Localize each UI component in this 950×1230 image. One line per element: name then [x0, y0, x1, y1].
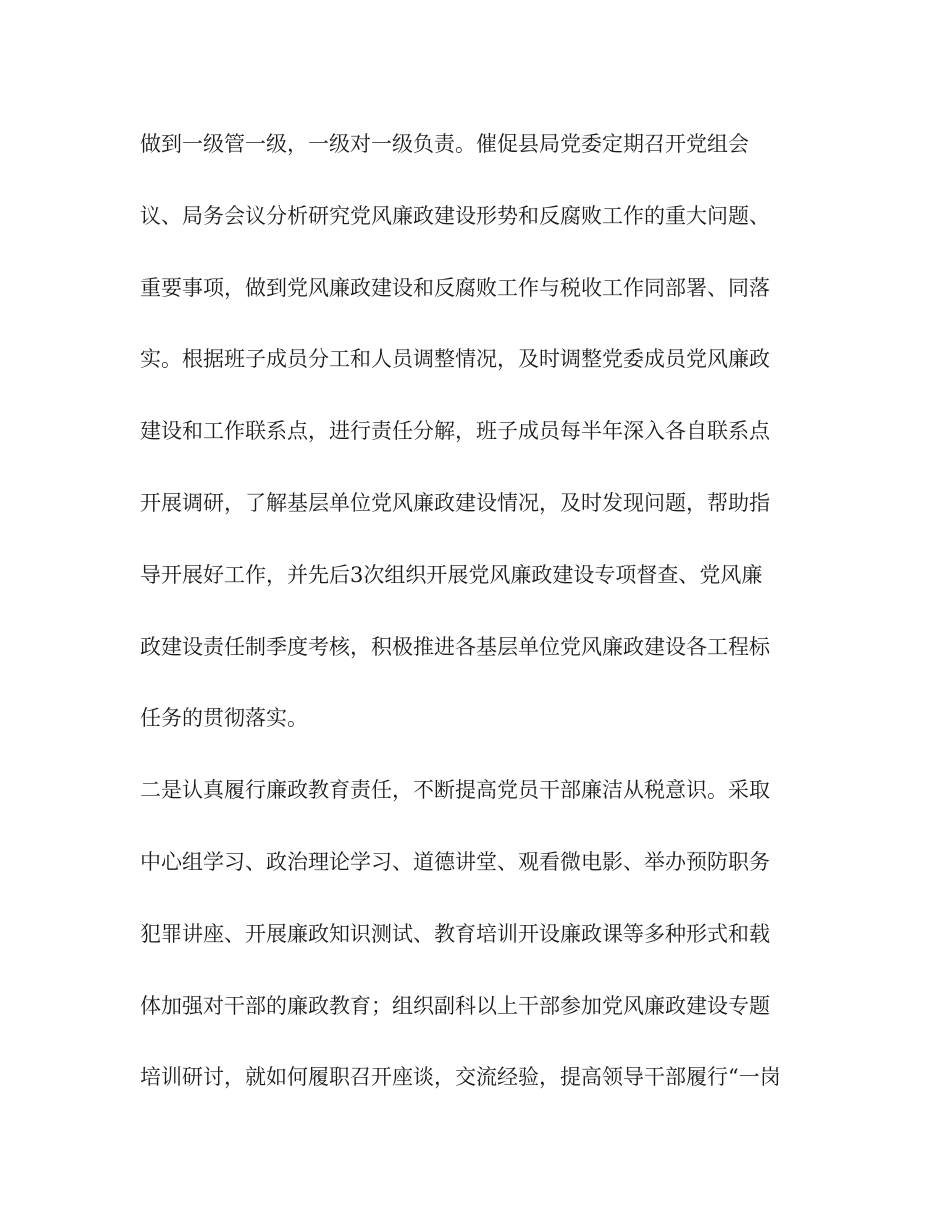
body-text [140, 125, 810, 1130]
text-line-1: 做到一级管一级，一级对一级负责。催促县局党委定期召开党组会 [140, 132, 749, 156]
text-line-14: 培训研讨，就如何履职召开座谈，交流经验，提高领导干部履行“一岗 [140, 1065, 781, 1090]
text-line-4: 实。根据班子成员分工和人员调整情况，及时调整党委成员党风廉政 [140, 347, 770, 372]
text-line-11: 中心组学习、政治理论学习、道德讲堂、观看微电影、举办预防职务 [140, 849, 770, 874]
text-line-2: 议、局务会议分析研究党风廉政建设形势和反腐败工作的重大问题、 [140, 203, 770, 228]
text-line-7: 导开展好工作，并先后3次组织开展党风廉政建设专项督查、党风廉 [140, 562, 763, 587]
text-line-5: 建设和工作联系点，进行责任分解，班子成员每半年深入各自联系点 [140, 419, 770, 444]
text-line-9: 任务的贯彻落实。 [140, 706, 308, 731]
text-line-13: 体加强对干部的廉政教育；组织副科以上干部参加党风廉政建设专题 [140, 993, 770, 1018]
text-line-6: 开展调研，了解基层单位党风廉政建设情况，及时发现问题，帮助指 [140, 490, 770, 515]
text-line-12: 犯罪讲座、开展廉政知识测试、教育培训开设廉政课等多种形式和载 [140, 921, 770, 946]
text-line-3: 重要事项，做到党风廉政建设和反腐败工作与税收工作同部署、同落 [140, 275, 770, 300]
text-line-8: 政建设责任制季度考核，积极推进各基层单位党风廉政建设各工程标 [140, 634, 770, 659]
text-line-10: 二是认真履行廉政教育责任，不断提高党员干部廉洁从税意识。采取 [140, 778, 770, 803]
